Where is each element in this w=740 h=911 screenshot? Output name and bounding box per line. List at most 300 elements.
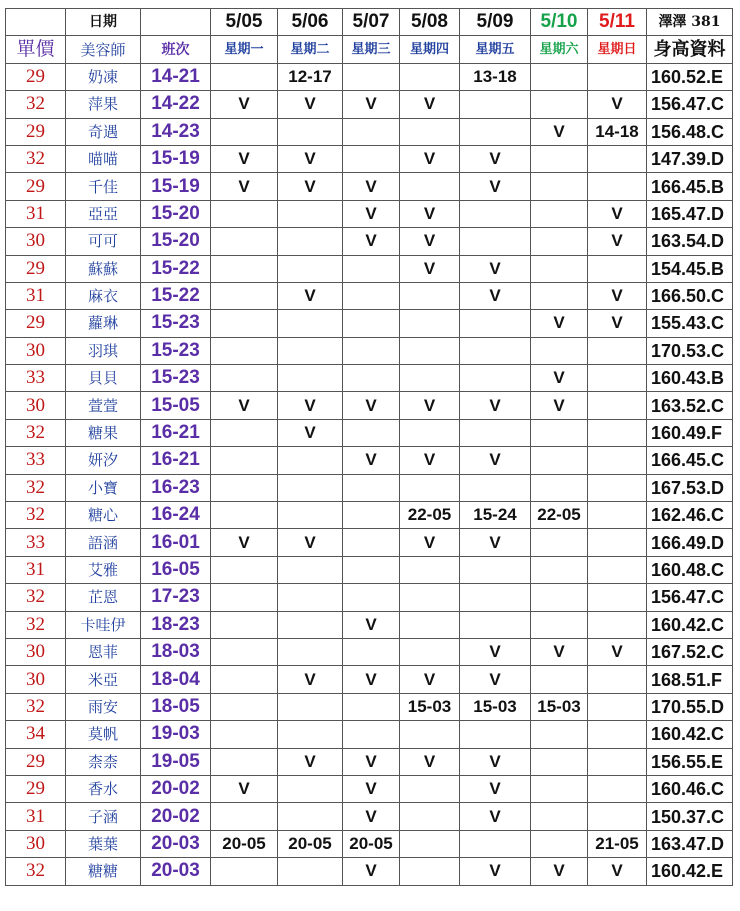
name-cell: 艾雅 — [66, 556, 141, 583]
day-cell-sun — [588, 529, 647, 556]
day-cell-wed: V — [343, 611, 400, 638]
header-row-columns — [6, 36, 733, 63]
height-cell: 167.52.C — [647, 638, 733, 665]
table-row — [6, 858, 733, 885]
day-cell-fri — [460, 584, 531, 611]
day-cell-mon — [211, 447, 278, 474]
day-cell-tue — [278, 638, 343, 665]
day-cell-tue — [278, 310, 343, 337]
day-cell-sat — [531, 666, 588, 693]
day-cell-tue — [278, 255, 343, 282]
day-cell-tue — [278, 118, 343, 145]
day-cell-fri: V — [460, 666, 531, 693]
day-cell-tue — [278, 775, 343, 802]
height-cell: 160.46.C — [647, 775, 733, 802]
day-cell-mon: V — [211, 173, 278, 200]
day-cell-sat: V — [531, 392, 588, 419]
date-sun: 5/11 — [588, 9, 647, 36]
name-cell: 萱萱 — [66, 392, 141, 419]
shift-cell: 19-05 — [141, 748, 211, 775]
price-cell: 29 — [6, 310, 66, 337]
day-cell-mon — [211, 200, 278, 227]
day-cell-mon: V — [211, 529, 278, 556]
day-cell-wed: V — [343, 775, 400, 802]
day-cell-wed — [343, 337, 400, 364]
table-row — [6, 282, 733, 309]
weekday-sat: 星期六 — [531, 36, 588, 63]
day-cell-sun — [588, 611, 647, 638]
shift-cell: 18-04 — [141, 666, 211, 693]
shift-cell: 16-05 — [141, 556, 211, 583]
day-cell-thu — [400, 803, 460, 830]
date-tue: 5/06 — [278, 9, 343, 36]
date-mon: 5/05 — [211, 9, 278, 36]
table-row — [6, 556, 733, 583]
day-cell-tue — [278, 584, 343, 611]
price-cell: 31 — [6, 282, 66, 309]
day-cell-sat — [531, 803, 588, 830]
day-cell-wed: V — [343, 748, 400, 775]
day-cell-fri: V — [460, 858, 531, 885]
day-cell-thu — [400, 337, 460, 364]
day-cell-tue — [278, 556, 343, 583]
shift-cell: 15-20 — [141, 200, 211, 227]
height-cell: 166.45.B — [647, 173, 733, 200]
day-cell-tue: V — [278, 419, 343, 446]
day-cell-fri — [460, 474, 531, 501]
day-cell-wed: V — [343, 173, 400, 200]
name-cell: 糖心 — [66, 502, 141, 529]
day-cell-sun: 21-05 — [588, 830, 647, 857]
day-cell-fri: V — [460, 775, 531, 802]
day-cell-mon — [211, 310, 278, 337]
height-cell: 154.45.B — [647, 255, 733, 282]
table-row — [6, 255, 733, 282]
name-cell: 米亞 — [66, 666, 141, 693]
table-row — [6, 584, 733, 611]
price-cell: 32 — [6, 693, 66, 720]
name-cell: 芷恩 — [66, 584, 141, 611]
shift-cell: 14-21 — [141, 63, 211, 90]
day-cell-tue: 20-05 — [278, 830, 343, 857]
day-cell-sun: V — [588, 310, 647, 337]
day-cell-tue — [278, 474, 343, 501]
day-cell-mon — [211, 611, 278, 638]
day-cell-sat — [531, 830, 588, 857]
day-cell-sat — [531, 63, 588, 90]
day-cell-thu: V — [400, 91, 460, 118]
table-row — [6, 365, 733, 392]
table-row — [6, 118, 733, 145]
day-cell-sat — [531, 556, 588, 583]
day-cell-fri — [460, 200, 531, 227]
table-row — [6, 392, 733, 419]
day-cell-tue — [278, 365, 343, 392]
day-cell-wed — [343, 474, 400, 501]
day-cell-sun — [588, 693, 647, 720]
shift-cell: 18-23 — [141, 611, 211, 638]
shift-cell: 15-23 — [141, 365, 211, 392]
height-cell: 162.46.C — [647, 502, 733, 529]
day-cell-fri: V — [460, 392, 531, 419]
day-cell-thu: V — [400, 200, 460, 227]
day-cell-wed — [343, 255, 400, 282]
header-row-dates — [6, 9, 733, 36]
day-cell-sun — [588, 173, 647, 200]
day-cell-sun: V — [588, 638, 647, 665]
table-row — [6, 721, 733, 748]
day-cell-thu: V — [400, 228, 460, 255]
day-cell-tue — [278, 337, 343, 364]
shift-cell: 18-05 — [141, 693, 211, 720]
day-cell-thu: V — [400, 748, 460, 775]
shift-cell: 15-22 — [141, 282, 211, 309]
day-cell-sat — [531, 447, 588, 474]
price-cell: 33 — [6, 365, 66, 392]
day-cell-mon — [211, 721, 278, 748]
price-cell: 34 — [6, 721, 66, 748]
name-cell: 莫帆 — [66, 721, 141, 748]
day-cell-thu — [400, 63, 460, 90]
day-cell-fri: V — [460, 529, 531, 556]
price-cell: 30 — [6, 228, 66, 255]
name-cell: 千佳 — [66, 173, 141, 200]
price-cell: 30 — [6, 666, 66, 693]
table-row — [6, 145, 733, 172]
day-cell-sun — [588, 337, 647, 364]
price-cell: 32 — [6, 145, 66, 172]
day-cell-mon — [211, 282, 278, 309]
height-cell: 156.47.C — [647, 584, 733, 611]
day-cell-sat — [531, 145, 588, 172]
name-cell: 羽琪 — [66, 337, 141, 364]
day-cell-fri: V — [460, 447, 531, 474]
day-cell-mon — [211, 858, 278, 885]
col-name: 美容師 — [66, 36, 141, 63]
name-cell: 小寶 — [66, 474, 141, 501]
day-cell-tue: V — [278, 282, 343, 309]
name-cell: 葉葉 — [66, 830, 141, 857]
price-cell: 31 — [6, 803, 66, 830]
shift-cell: 16-21 — [141, 419, 211, 446]
day-cell-wed — [343, 638, 400, 665]
shift-cell: 19-03 — [141, 721, 211, 748]
weekday-mon: 星期一 — [211, 36, 278, 63]
day-cell-sun — [588, 447, 647, 474]
day-cell-wed — [343, 365, 400, 392]
height-cell: 163.47.D — [647, 830, 733, 857]
day-cell-sat — [531, 584, 588, 611]
day-cell-tue — [278, 228, 343, 255]
day-cell-tue — [278, 858, 343, 885]
day-cell-sat: V — [531, 118, 588, 145]
header-blank — [6, 9, 66, 36]
height-cell: 163.54.D — [647, 228, 733, 255]
height-cell: 168.51.F — [647, 666, 733, 693]
name-cell: 亞亞 — [66, 200, 141, 227]
name-cell: 雨安 — [66, 693, 141, 720]
day-cell-thu: V — [400, 666, 460, 693]
day-cell-tue: V — [278, 145, 343, 172]
table-row — [6, 63, 733, 90]
day-cell-tue: V — [278, 173, 343, 200]
height-cell: 160.43.B — [647, 365, 733, 392]
day-cell-fri — [460, 721, 531, 748]
day-cell-wed — [343, 529, 400, 556]
day-cell-mon — [211, 118, 278, 145]
name-cell: 可可 — [66, 228, 141, 255]
shift-cell: 15-19 — [141, 173, 211, 200]
day-cell-thu: V — [400, 447, 460, 474]
table-row — [6, 173, 733, 200]
day-cell-sun — [588, 721, 647, 748]
shift-cell: 15-20 — [141, 228, 211, 255]
day-cell-wed — [343, 310, 400, 337]
price-cell: 30 — [6, 392, 66, 419]
day-cell-fri: 15-24 — [460, 502, 531, 529]
table-row — [6, 830, 733, 857]
day-cell-mon — [211, 748, 278, 775]
day-cell-mon — [211, 419, 278, 446]
day-cell-thu: V — [400, 145, 460, 172]
day-cell-sun — [588, 556, 647, 583]
day-cell-thu: V — [400, 255, 460, 282]
day-cell-sat — [531, 173, 588, 200]
day-cell-mon — [211, 502, 278, 529]
day-cell-wed — [343, 419, 400, 446]
name-cell: 語涵 — [66, 529, 141, 556]
price-cell: 29 — [6, 63, 66, 90]
shift-cell: 14-22 — [141, 91, 211, 118]
day-cell-tue: 12-17 — [278, 63, 343, 90]
name-cell: 奶凍 — [66, 63, 141, 90]
name-cell: 糖果 — [66, 419, 141, 446]
table-row — [6, 502, 733, 529]
day-cell-mon — [211, 337, 278, 364]
shift-cell: 20-03 — [141, 858, 211, 885]
day-cell-wed: V — [343, 447, 400, 474]
shift-cell: 18-03 — [141, 638, 211, 665]
day-cell-sat — [531, 721, 588, 748]
day-cell-sat — [531, 200, 588, 227]
price-cell: 29 — [6, 775, 66, 802]
height-cell: 166.50.C — [647, 282, 733, 309]
height-cell: 166.45.C — [647, 447, 733, 474]
day-cell-sat: V — [531, 365, 588, 392]
day-cell-tue — [278, 502, 343, 529]
date-thu: 5/08 — [400, 9, 460, 36]
schedule-table — [5, 8, 733, 886]
day-cell-thu — [400, 365, 460, 392]
height-cell: 160.52.E — [647, 63, 733, 90]
day-cell-sat — [531, 748, 588, 775]
day-cell-wed — [343, 502, 400, 529]
day-cell-thu — [400, 310, 460, 337]
weekday-tue: 星期二 — [278, 36, 343, 63]
day-cell-wed: V — [343, 200, 400, 227]
day-cell-fri: V — [460, 173, 531, 200]
name-cell: 蘇蘇 — [66, 255, 141, 282]
day-cell-sun — [588, 803, 647, 830]
price-cell: 32 — [6, 611, 66, 638]
shift-cell: 20-02 — [141, 803, 211, 830]
price-cell: 32 — [6, 419, 66, 446]
day-cell-fri — [460, 91, 531, 118]
height-cell: 170.53.C — [647, 337, 733, 364]
shift-cell: 15-23 — [141, 310, 211, 337]
shift-cell: 14-23 — [141, 118, 211, 145]
day-cell-thu — [400, 173, 460, 200]
table-row — [6, 474, 733, 501]
table-row — [6, 200, 733, 227]
height-cell: 160.42.C — [647, 721, 733, 748]
price-cell: 33 — [6, 447, 66, 474]
table-row — [6, 91, 733, 118]
day-cell-wed — [343, 693, 400, 720]
day-cell-sat: 15-03 — [531, 693, 588, 720]
table-row — [6, 447, 733, 474]
name-cell: 麻衣 — [66, 282, 141, 309]
name-cell: 萍果 — [66, 91, 141, 118]
day-cell-sat: V — [531, 858, 588, 885]
header-blank — [141, 9, 211, 36]
day-cell-mon — [211, 255, 278, 282]
day-cell-fri: V — [460, 803, 531, 830]
day-cell-sat — [531, 419, 588, 446]
price-cell: 31 — [6, 200, 66, 227]
table-row — [6, 748, 733, 775]
day-cell-thu — [400, 474, 460, 501]
day-cell-fri: 15-03 — [460, 693, 531, 720]
day-cell-thu — [400, 282, 460, 309]
day-cell-sat — [531, 337, 588, 364]
day-cell-sun — [588, 474, 647, 501]
day-cell-fri — [460, 228, 531, 255]
day-cell-sat: V — [531, 638, 588, 665]
day-cell-mon: V — [211, 392, 278, 419]
day-cell-thu — [400, 584, 460, 611]
day-cell-mon — [211, 666, 278, 693]
day-cell-wed: V — [343, 228, 400, 255]
day-cell-thu — [400, 858, 460, 885]
day-cell-fri — [460, 830, 531, 857]
day-cell-sat — [531, 529, 588, 556]
day-cell-wed: 20-05 — [343, 830, 400, 857]
price-cell: 29 — [6, 118, 66, 145]
day-cell-sun — [588, 145, 647, 172]
day-cell-fri — [460, 337, 531, 364]
day-cell-wed: V — [343, 666, 400, 693]
day-cell-wed: V — [343, 392, 400, 419]
day-cell-thu — [400, 775, 460, 802]
table-row — [6, 638, 733, 665]
day-cell-fri: V — [460, 638, 531, 665]
day-cell-mon — [211, 63, 278, 90]
day-cell-sat — [531, 282, 588, 309]
name-cell: 蘿琳 — [66, 310, 141, 337]
height-cell: 150.37.C — [647, 803, 733, 830]
day-cell-wed — [343, 282, 400, 309]
day-cell-mon — [211, 556, 278, 583]
day-cell-thu — [400, 611, 460, 638]
height-cell: 160.42.E — [647, 858, 733, 885]
day-cell-fri — [460, 556, 531, 583]
price-cell: 29 — [6, 255, 66, 282]
height-cell: 160.49.F — [647, 419, 733, 446]
day-cell-mon — [211, 228, 278, 255]
name-cell: 奇遇 — [66, 118, 141, 145]
date-label: 日期 — [66, 9, 141, 36]
day-cell-fri: V — [460, 145, 531, 172]
table-row — [6, 775, 733, 802]
day-cell-tue: V — [278, 666, 343, 693]
height-cell: 166.49.D — [647, 529, 733, 556]
table-row — [6, 693, 733, 720]
day-cell-sun: V — [588, 228, 647, 255]
day-cell-wed — [343, 145, 400, 172]
day-cell-tue — [278, 200, 343, 227]
day-cell-sun — [588, 748, 647, 775]
shift-cell: 16-21 — [141, 447, 211, 474]
day-cell-tue — [278, 721, 343, 748]
height-cell: 156.47.C — [647, 91, 733, 118]
day-cell-sun — [588, 365, 647, 392]
day-cell-sat: V — [531, 310, 588, 337]
weekday-thu: 星期四 — [400, 36, 460, 63]
day-cell-mon — [211, 638, 278, 665]
day-cell-sun: V — [588, 91, 647, 118]
day-cell-fri — [460, 118, 531, 145]
price-cell: 32 — [6, 91, 66, 118]
name-cell: 貝貝 — [66, 365, 141, 392]
name-cell: 喵喵 — [66, 145, 141, 172]
weekday-sun: 星期日 — [588, 36, 647, 63]
day-cell-mon — [211, 693, 278, 720]
day-cell-thu — [400, 118, 460, 145]
day-cell-wed — [343, 118, 400, 145]
price-cell: 30 — [6, 830, 66, 857]
col-price: 單價 — [6, 36, 66, 63]
day-cell-fri — [460, 310, 531, 337]
table-row — [6, 611, 733, 638]
day-cell-thu — [400, 556, 460, 583]
day-cell-tue — [278, 693, 343, 720]
height-cell: 160.42.C — [647, 611, 733, 638]
shift-cell: 15-19 — [141, 145, 211, 172]
day-cell-mon: 20-05 — [211, 830, 278, 857]
day-cell-mon — [211, 803, 278, 830]
price-cell: 30 — [6, 337, 66, 364]
day-cell-tue: V — [278, 392, 343, 419]
day-cell-fri: V — [460, 748, 531, 775]
day-cell-tue: V — [278, 529, 343, 556]
day-cell-sun — [588, 419, 647, 446]
day-cell-sat — [531, 611, 588, 638]
price-cell: 32 — [6, 858, 66, 885]
day-cell-tue: V — [278, 91, 343, 118]
height-cell: 147.39.D — [647, 145, 733, 172]
day-cell-wed — [343, 556, 400, 583]
table-row — [6, 803, 733, 830]
date-wed: 5/07 — [343, 9, 400, 36]
shift-cell: 16-23 — [141, 474, 211, 501]
day-cell-thu: 22-05 — [400, 502, 460, 529]
name-cell: 卡哇伊 — [66, 611, 141, 638]
day-cell-sat — [531, 255, 588, 282]
col-shift: 班次 — [141, 36, 211, 63]
price-cell: 32 — [6, 474, 66, 501]
day-cell-sun — [588, 584, 647, 611]
